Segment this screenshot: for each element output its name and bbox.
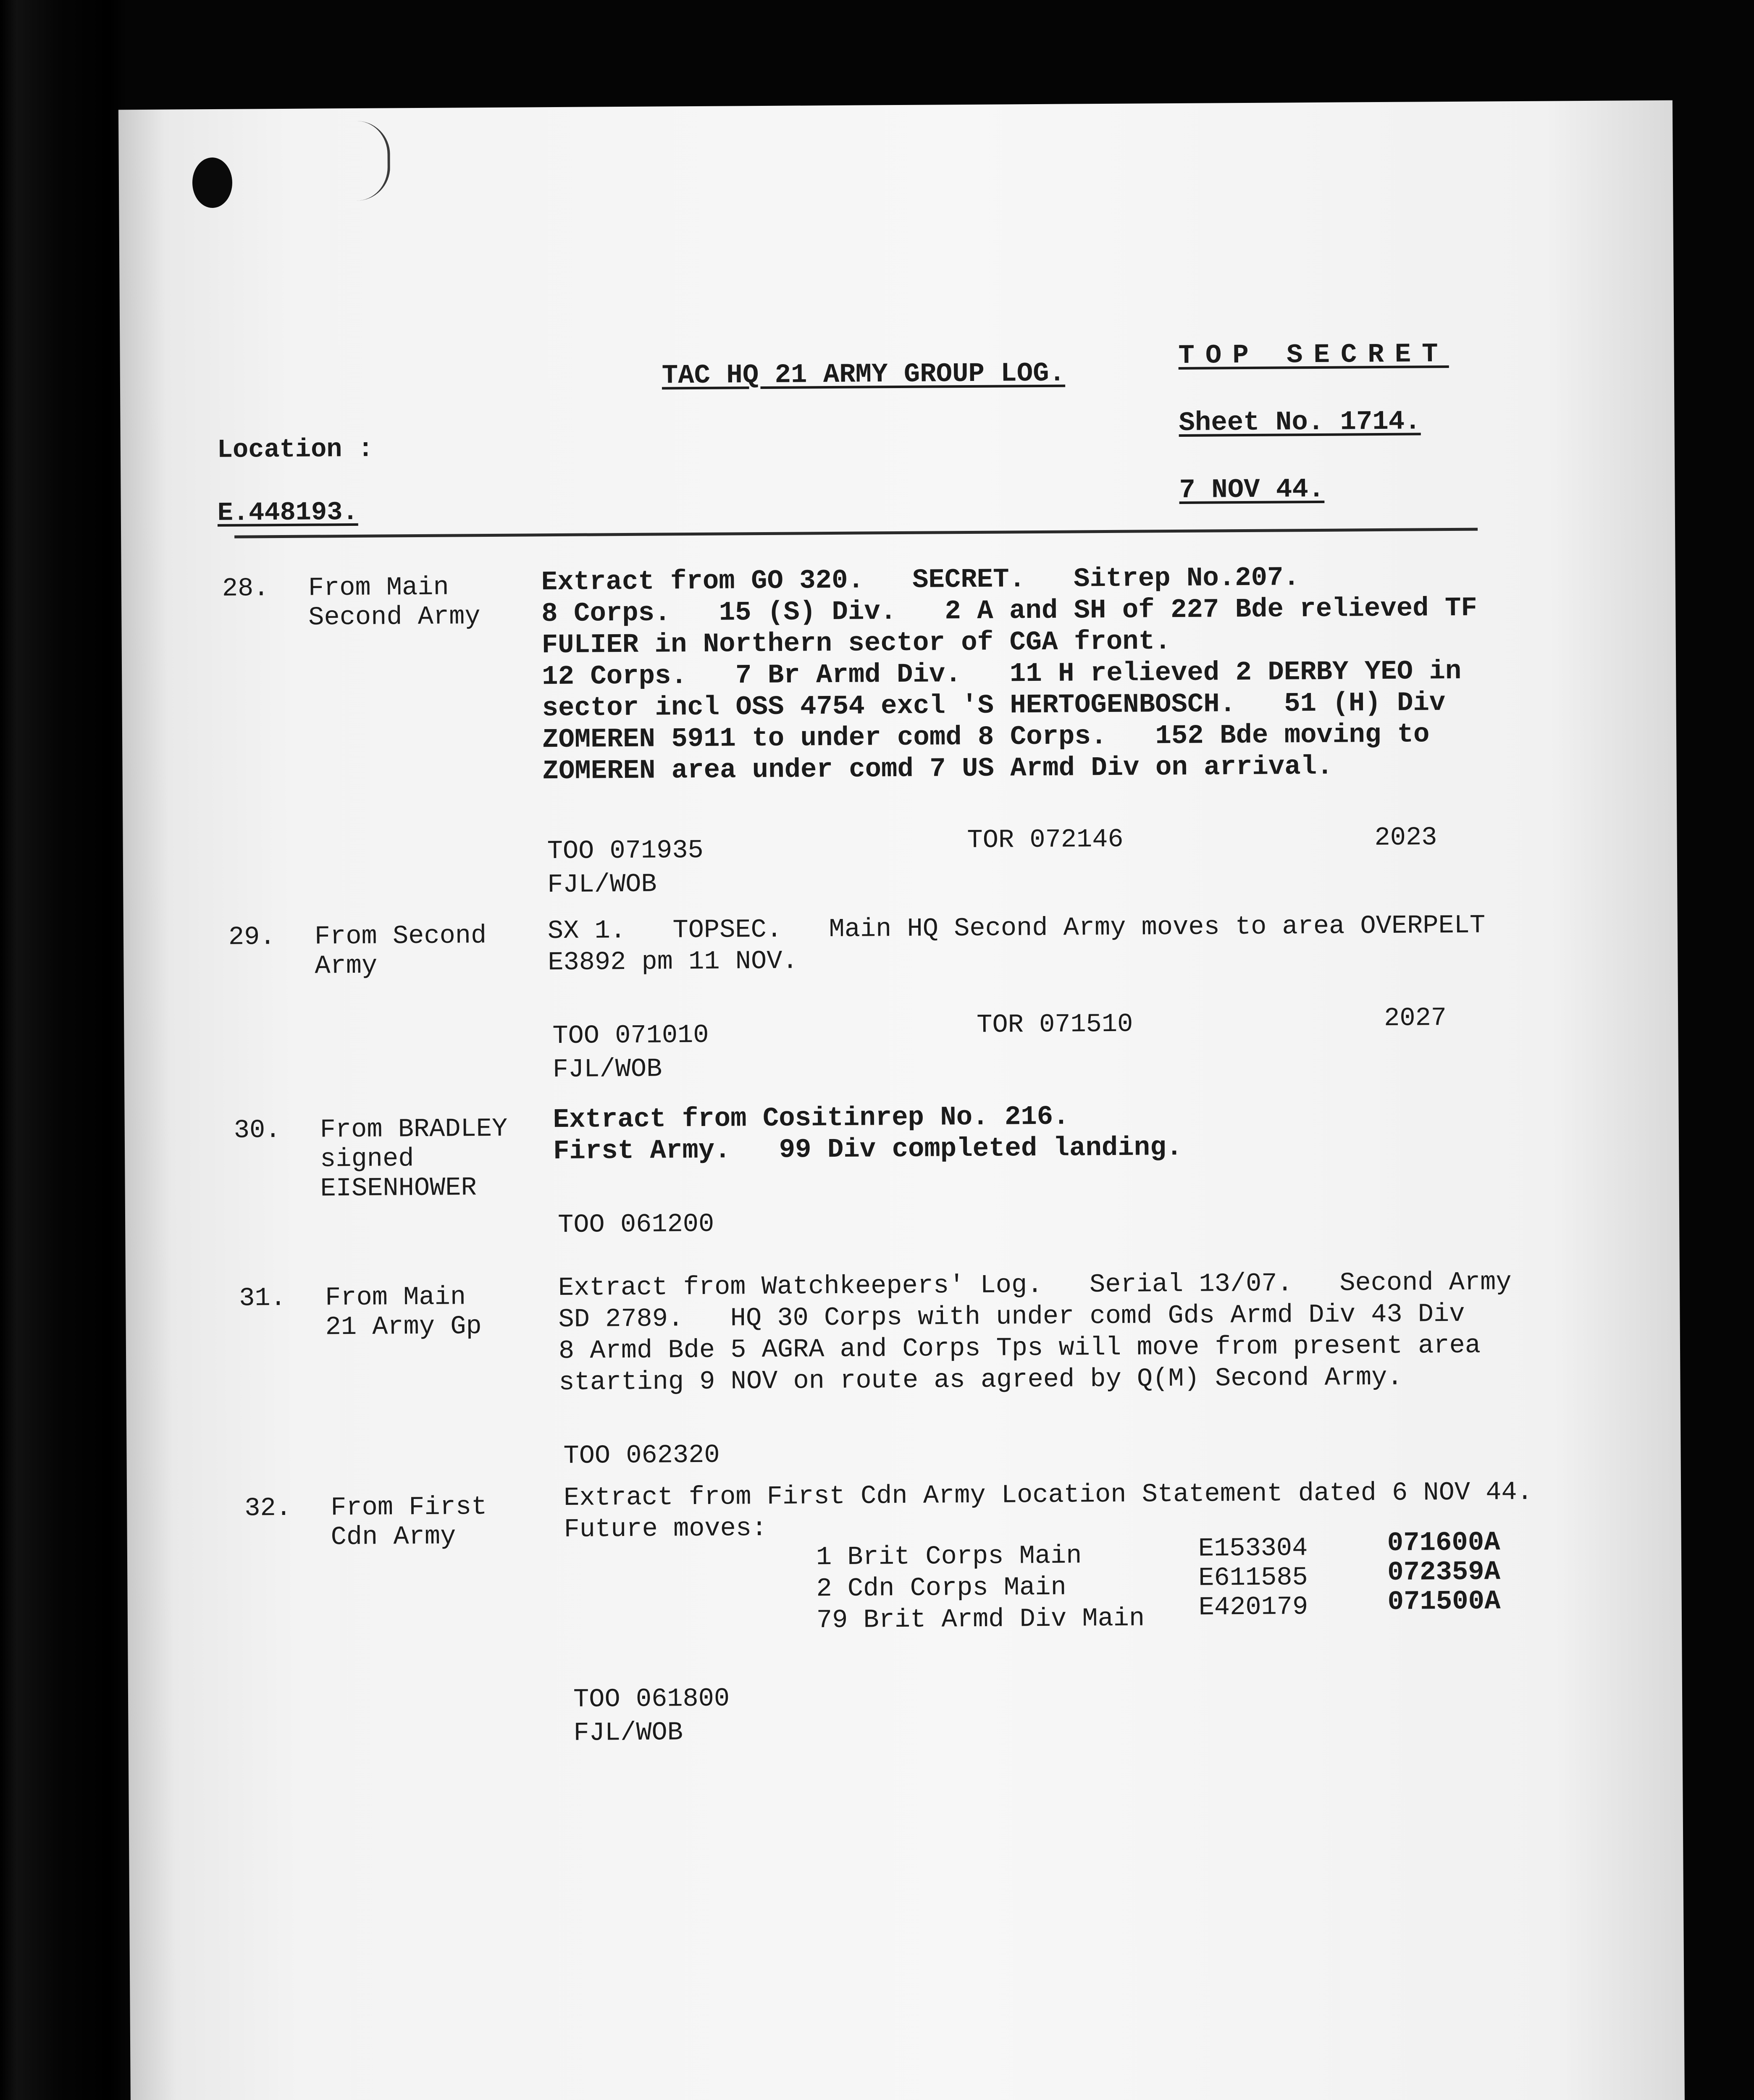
entry-body-line: FULIER in Northern sector of CGA front. <box>541 627 1171 661</box>
time-of-receipt: TOR 072146 <box>967 824 1124 856</box>
log-date: 7 NOV 44. <box>1179 474 1325 506</box>
classification-marking: TOP SECRET <box>1178 339 1449 371</box>
move-unit: 2 Cdn Corps Main <box>816 1572 1066 1604</box>
entry-body-line: Extract from Watchkeepers' Log. Serial 13/07. Second Army <box>558 1267 1512 1303</box>
entry-from-line: EISENHOWER <box>320 1173 477 1204</box>
entry-initials: FJL/WOB <box>547 869 657 900</box>
move-dtg: 071600A <box>1387 1528 1500 1559</box>
entry-body-line: 8 Corps. 15 (S) Div. 2 A and SH of 227 Bde relieved TF <box>541 593 1478 630</box>
entry-from-line: From First <box>331 1492 487 1523</box>
entry-body-line: 8 Armd Bde 5 AGRA and Corps Tps will move from present area <box>558 1330 1481 1366</box>
entry-number: 30. <box>234 1115 281 1145</box>
entry-body-line: ZOMEREN area under comd 7 US Armd Div on arrival. <box>542 751 1333 787</box>
move-unit: 1 Brit Corps Main <box>816 1541 1082 1572</box>
move-dtg: 072359A <box>1387 1557 1501 1588</box>
entry-from-line: Cdn Army <box>331 1521 456 1552</box>
time-of-origin: TOO 061200 <box>557 1209 714 1240</box>
location-label: Location : <box>217 434 374 465</box>
entry-number: 31. <box>239 1283 286 1313</box>
move-grid-ref: E420179 <box>1198 1592 1308 1622</box>
move-grid-ref: E153304 <box>1198 1533 1308 1564</box>
time-of-origin: TOO 062320 <box>563 1440 720 1471</box>
sheet-number: Sheet No. 1714. <box>1179 407 1421 438</box>
entry-body-line: First Army. 99 Div completed landing. <box>553 1132 1183 1167</box>
entry-time: 2023 <box>1374 822 1437 853</box>
location-reference: E.448193. <box>217 497 358 528</box>
entry-body-line: SD 2789. HQ 30 Corps with under comd Gds Armd Div 43 Div <box>558 1299 1465 1335</box>
entry-time: 2027 <box>1384 1003 1447 1033</box>
entry-body-line: Future moves: <box>564 1513 767 1544</box>
entry-number: 29. <box>228 922 276 952</box>
entry-body-line: starting 9 NOV on route as agreed by Q(M) Second Army. <box>559 1362 1403 1398</box>
entry-body-line: E3892 pm 11 NOV. <box>548 946 798 978</box>
entry-body-line: Extract from First Cdn Army Location Statement dated 6 NOV 44. <box>563 1477 1533 1513</box>
entry-from-line: Second Army <box>308 601 481 633</box>
entry-from-line: 21 Army Gp <box>325 1311 482 1342</box>
move-unit: 79 Brit Armd Div Main <box>816 1603 1145 1635</box>
entry-initials: FJL/WOB <box>573 1717 683 1748</box>
move-grid-ref: E611585 <box>1198 1562 1308 1593</box>
entry-from-line: From Second <box>314 921 487 952</box>
time-of-origin: TOO 071010 <box>552 1020 709 1051</box>
entry-body-line: ZOMEREN 5911 to under comd 8 Corps. 152 Bde moving to <box>542 719 1430 756</box>
punch-hole <box>192 158 233 208</box>
time-of-receipt: TOR 071510 <box>977 1009 1133 1040</box>
paper-curl-mark <box>337 121 390 201</box>
entry-body-line: SX 1. TOPSEC. Main HQ Second Army moves to area OVERPELT <box>547 910 1486 946</box>
entry-from-line: From BRADLEY <box>320 1113 508 1145</box>
entry-from-line: signed <box>320 1144 414 1174</box>
entry-number: 32. <box>244 1493 292 1523</box>
entry-body-line: Extract from Cositinrep No. 216. <box>553 1102 1069 1136</box>
entry-from-line: From Main <box>308 572 449 603</box>
move-dtg: 071500A <box>1387 1586 1501 1617</box>
entry-from-line: Army <box>315 950 378 981</box>
time-of-origin: TOO 061800 <box>573 1683 730 1714</box>
entry-body-line: 12 Corps. 7 Br Armd Div. 11 H relieved 2 DERBY YEO in <box>541 656 1462 693</box>
log-title: TAC HQ 21 ARMY GROUP LOG. <box>662 358 1066 391</box>
entry-from-line: From Main <box>325 1282 466 1313</box>
header-divider <box>234 528 1478 538</box>
entry-body-line: sector incl OSS 4754 excl 'S HERTOGENBOSCH. 51 (H) Div <box>542 688 1446 724</box>
entry-number: 28. <box>222 573 269 604</box>
log-sheet <box>118 100 1688 2100</box>
entry-body-line: Extract from GO 320. SECRET. Sitrep No.207. <box>541 563 1300 598</box>
entry-initials: FJL/WOB <box>552 1054 662 1085</box>
time-of-origin: TOO 071935 <box>547 835 704 866</box>
